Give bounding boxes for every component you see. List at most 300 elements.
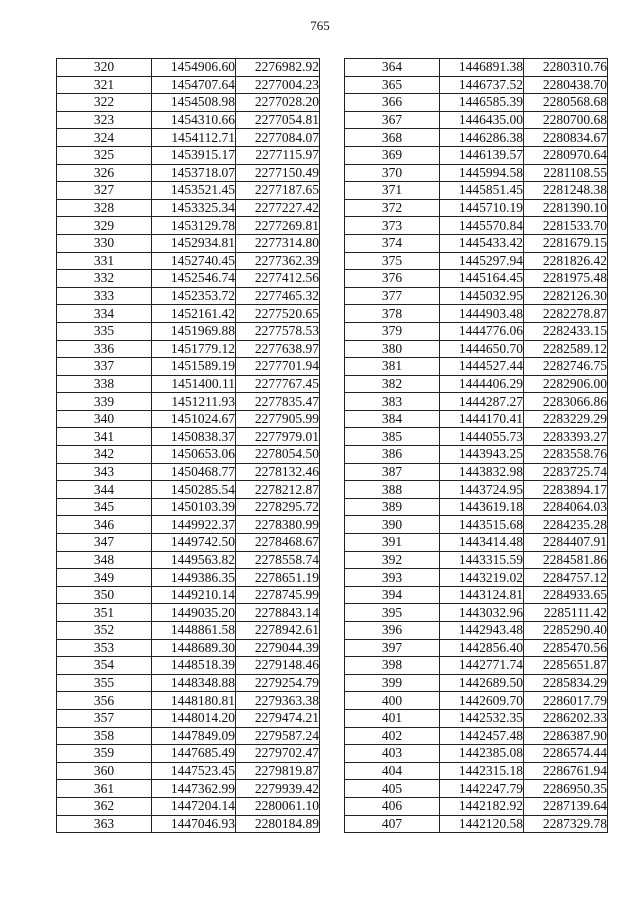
point-number-cell: 341 — [57, 428, 152, 446]
x-coordinate-cell: 1443414.48 — [440, 534, 524, 552]
table-row — [345, 551, 608, 569]
table-row — [345, 446, 608, 464]
table-row — [345, 674, 608, 692]
x-coordinate-cell: 1442120.58 — [440, 815, 524, 833]
point-number-cell: 390 — [345, 516, 440, 534]
point-number-cell: 340 — [57, 410, 152, 428]
table-row — [345, 129, 608, 147]
y-coordinate-cell: 2281826.42 — [524, 252, 608, 270]
y-coordinate-cell: 2287329.78 — [524, 815, 608, 833]
point-number-cell: 343 — [57, 463, 152, 481]
point-number-cell: 326 — [57, 164, 152, 182]
y-coordinate-cell: 2277187.65 — [236, 182, 320, 200]
point-number-cell: 364 — [345, 59, 440, 77]
point-number-cell: 401 — [345, 709, 440, 727]
y-coordinate-cell: 2277150.49 — [236, 164, 320, 182]
x-coordinate-cell: 1444287.27 — [440, 393, 524, 411]
point-number-cell: 352 — [57, 622, 152, 640]
point-number-cell: 339 — [57, 393, 152, 411]
x-coordinate-cell: 1443943.25 — [440, 446, 524, 464]
point-number-cell: 333 — [57, 287, 152, 305]
table-row — [345, 287, 608, 305]
point-number-cell: 344 — [57, 481, 152, 499]
point-number-cell: 370 — [345, 164, 440, 182]
table-row — [345, 586, 608, 604]
table-row — [345, 305, 608, 323]
x-coordinate-cell: 1452740.45 — [152, 252, 236, 270]
point-number-cell: 386 — [345, 446, 440, 464]
table-row — [345, 393, 608, 411]
x-coordinate-cell: 1445710.19 — [440, 199, 524, 217]
table-row — [345, 94, 608, 112]
x-coordinate-cell: 1452546.74 — [152, 270, 236, 288]
table-row — [57, 428, 320, 446]
x-coordinate-cell: 1443315.59 — [440, 551, 524, 569]
point-number-cell: 321 — [57, 76, 152, 94]
y-coordinate-cell: 2277084.07 — [236, 129, 320, 147]
y-coordinate-cell: 2282746.75 — [524, 358, 608, 376]
x-coordinate-cell: 1443219.02 — [440, 569, 524, 587]
x-coordinate-cell: 1453521.45 — [152, 182, 236, 200]
y-coordinate-cell: 2278468.67 — [236, 534, 320, 552]
point-number-cell: 355 — [57, 674, 152, 692]
y-coordinate-cell: 2279702.47 — [236, 745, 320, 763]
table-row — [345, 622, 608, 640]
point-number-cell: 387 — [345, 463, 440, 481]
point-number-cell: 362 — [57, 797, 152, 815]
x-coordinate-cell: 1442385.08 — [440, 745, 524, 763]
point-number-cell: 382 — [345, 375, 440, 393]
x-coordinate-cell: 1454310.66 — [152, 111, 236, 129]
y-coordinate-cell: 2278745.99 — [236, 586, 320, 604]
page-number: 765 — [310, 18, 330, 33]
table-row — [57, 322, 320, 340]
table-row — [345, 146, 608, 164]
point-number-cell: 402 — [345, 727, 440, 745]
x-coordinate-cell: 1445570.84 — [440, 217, 524, 235]
y-coordinate-cell: 2279819.87 — [236, 762, 320, 780]
x-coordinate-cell: 1448348.88 — [152, 674, 236, 692]
y-coordinate-cell: 2284064.03 — [524, 498, 608, 516]
x-coordinate-cell: 1448180.81 — [152, 692, 236, 710]
y-coordinate-cell: 2286574.44 — [524, 745, 608, 763]
point-number-cell: 337 — [57, 358, 152, 376]
point-number-cell: 396 — [345, 622, 440, 640]
table-row — [345, 516, 608, 534]
x-coordinate-cell: 1448861.58 — [152, 622, 236, 640]
y-coordinate-cell: 2285834.29 — [524, 674, 608, 692]
table-row — [345, 111, 608, 129]
table-row — [345, 604, 608, 622]
y-coordinate-cell: 2279587.24 — [236, 727, 320, 745]
y-coordinate-cell: 2277638.97 — [236, 340, 320, 358]
point-number-cell: 325 — [57, 146, 152, 164]
point-number-cell: 348 — [57, 551, 152, 569]
table-row — [345, 234, 608, 252]
x-coordinate-cell: 1446585.39 — [440, 94, 524, 112]
point-number-cell: 373 — [345, 217, 440, 235]
x-coordinate-cell: 1452934.81 — [152, 234, 236, 252]
point-number-cell: 393 — [345, 569, 440, 587]
point-number-cell: 357 — [57, 709, 152, 727]
x-coordinate-cell: 1449563.82 — [152, 551, 236, 569]
y-coordinate-cell: 2280184.89 — [236, 815, 320, 833]
y-coordinate-cell: 2282126.30 — [524, 287, 608, 305]
y-coordinate-cell: 2278212.87 — [236, 481, 320, 499]
x-coordinate-cell: 1449386.35 — [152, 569, 236, 587]
x-coordinate-cell: 1443032.96 — [440, 604, 524, 622]
y-coordinate-cell: 2277465.32 — [236, 287, 320, 305]
point-number-cell: 384 — [345, 410, 440, 428]
point-number-cell: 359 — [57, 745, 152, 763]
point-number-cell: 345 — [57, 498, 152, 516]
x-coordinate-cell: 1454906.60 — [152, 59, 236, 77]
point-number-cell: 327 — [57, 182, 152, 200]
x-coordinate-cell: 1447204.14 — [152, 797, 236, 815]
point-number-cell: 334 — [57, 305, 152, 323]
point-number-cell: 330 — [57, 234, 152, 252]
x-coordinate-cell: 1454508.98 — [152, 94, 236, 112]
x-coordinate-cell: 1444055.73 — [440, 428, 524, 446]
x-coordinate-cell: 1444170.41 — [440, 410, 524, 428]
y-coordinate-cell: 2278942.61 — [236, 622, 320, 640]
table-row — [57, 463, 320, 481]
x-coordinate-cell: 1448014.20 — [152, 709, 236, 727]
point-number-cell: 360 — [57, 762, 152, 780]
table-row — [57, 551, 320, 569]
y-coordinate-cell: 2285470.56 — [524, 639, 608, 657]
point-number-cell: 346 — [57, 516, 152, 534]
point-number-cell: 353 — [57, 639, 152, 657]
y-coordinate-cell: 2281679.15 — [524, 234, 608, 252]
table-row — [57, 305, 320, 323]
y-coordinate-cell: 2277054.81 — [236, 111, 320, 129]
y-coordinate-cell: 2283229.29 — [524, 410, 608, 428]
y-coordinate-cell: 2278295.72 — [236, 498, 320, 516]
x-coordinate-cell: 1450653.06 — [152, 446, 236, 464]
x-coordinate-cell: 1442609.70 — [440, 692, 524, 710]
y-coordinate-cell: 2285651.87 — [524, 657, 608, 675]
coordinates-table-right-body — [345, 59, 608, 833]
point-number-cell: 349 — [57, 569, 152, 587]
table-row — [345, 59, 608, 77]
table-row — [57, 709, 320, 727]
point-number-cell: 399 — [345, 674, 440, 692]
y-coordinate-cell: 2277979.01 — [236, 428, 320, 446]
table-row — [57, 94, 320, 112]
point-number-cell: 398 — [345, 657, 440, 675]
x-coordinate-cell: 1444527.44 — [440, 358, 524, 376]
x-coordinate-cell: 1450838.37 — [152, 428, 236, 446]
y-coordinate-cell: 2283393.27 — [524, 428, 608, 446]
x-coordinate-cell: 1451779.12 — [152, 340, 236, 358]
table-row — [57, 111, 320, 129]
y-coordinate-cell: 2280700.68 — [524, 111, 608, 129]
table-row — [345, 375, 608, 393]
x-coordinate-cell: 1449035.20 — [152, 604, 236, 622]
x-coordinate-cell: 1453325.34 — [152, 199, 236, 217]
y-coordinate-cell: 2277412.56 — [236, 270, 320, 288]
y-coordinate-cell: 2277004.23 — [236, 76, 320, 94]
x-coordinate-cell: 1449210.14 — [152, 586, 236, 604]
y-coordinate-cell: 2283725.74 — [524, 463, 608, 481]
point-number-cell: 400 — [345, 692, 440, 710]
table-row — [57, 727, 320, 745]
x-coordinate-cell: 1451969.88 — [152, 322, 236, 340]
x-coordinate-cell: 1442315.18 — [440, 762, 524, 780]
x-coordinate-cell: 1447849.09 — [152, 727, 236, 745]
y-coordinate-cell: 2278054.50 — [236, 446, 320, 464]
y-coordinate-cell: 2277028.20 — [236, 94, 320, 112]
table-row — [345, 745, 608, 763]
y-coordinate-cell: 2278651.19 — [236, 569, 320, 587]
y-coordinate-cell: 2281390.10 — [524, 199, 608, 217]
y-coordinate-cell: 2282433.15 — [524, 322, 608, 340]
x-coordinate-cell: 1447046.93 — [152, 815, 236, 833]
table-row — [345, 428, 608, 446]
x-coordinate-cell: 1442182.92 — [440, 797, 524, 815]
y-coordinate-cell: 2280834.67 — [524, 129, 608, 147]
table-row — [57, 762, 320, 780]
point-number-cell: 372 — [345, 199, 440, 217]
point-number-cell: 407 — [345, 815, 440, 833]
y-coordinate-cell: 2280568.68 — [524, 94, 608, 112]
point-number-cell: 379 — [345, 322, 440, 340]
y-coordinate-cell: 2284933.65 — [524, 586, 608, 604]
point-number-cell: 388 — [345, 481, 440, 499]
point-number-cell: 328 — [57, 199, 152, 217]
x-coordinate-cell: 1446286.38 — [440, 129, 524, 147]
table-row — [57, 780, 320, 798]
x-coordinate-cell: 1448518.39 — [152, 657, 236, 675]
y-coordinate-cell: 2280061.10 — [236, 797, 320, 815]
x-coordinate-cell: 1442247.79 — [440, 780, 524, 798]
y-coordinate-cell: 2284581.86 — [524, 551, 608, 569]
table-row — [345, 217, 608, 235]
x-coordinate-cell: 1443619.18 — [440, 498, 524, 516]
point-number-cell: 351 — [57, 604, 152, 622]
point-number-cell: 342 — [57, 446, 152, 464]
x-coordinate-cell: 1444406.29 — [440, 375, 524, 393]
table-row — [57, 498, 320, 516]
table-row — [57, 375, 320, 393]
x-coordinate-cell: 1450285.54 — [152, 481, 236, 499]
y-coordinate-cell: 2283558.76 — [524, 446, 608, 464]
coordinates-table-right — [344, 58, 608, 833]
table-row — [57, 76, 320, 94]
table-row — [345, 498, 608, 516]
table-row — [57, 410, 320, 428]
point-number-cell: 347 — [57, 534, 152, 552]
point-number-cell: 324 — [57, 129, 152, 147]
x-coordinate-cell: 1450468.77 — [152, 463, 236, 481]
y-coordinate-cell: 2286017.79 — [524, 692, 608, 710]
table-row — [345, 797, 608, 815]
table-row — [57, 217, 320, 235]
y-coordinate-cell: 2277520.65 — [236, 305, 320, 323]
table-row — [57, 516, 320, 534]
y-coordinate-cell: 2281108.55 — [524, 164, 608, 182]
table-row — [57, 340, 320, 358]
table-row — [345, 639, 608, 657]
table-row — [345, 780, 608, 798]
x-coordinate-cell: 1451211.93 — [152, 393, 236, 411]
point-number-cell: 383 — [345, 393, 440, 411]
point-number-cell: 329 — [57, 217, 152, 235]
y-coordinate-cell: 2281248.38 — [524, 182, 608, 200]
y-coordinate-cell: 2277269.81 — [236, 217, 320, 235]
table-row — [57, 815, 320, 833]
x-coordinate-cell: 1445032.95 — [440, 287, 524, 305]
coordinates-table-left-body — [57, 59, 320, 833]
point-number-cell: 389 — [345, 498, 440, 516]
point-number-cell: 374 — [345, 234, 440, 252]
x-coordinate-cell: 1449922.37 — [152, 516, 236, 534]
point-number-cell: 366 — [345, 94, 440, 112]
point-number-cell: 335 — [57, 322, 152, 340]
x-coordinate-cell: 1443515.68 — [440, 516, 524, 534]
table-row — [57, 639, 320, 657]
x-coordinate-cell: 1444650.70 — [440, 340, 524, 358]
x-coordinate-cell: 1444776.06 — [440, 322, 524, 340]
y-coordinate-cell: 2278380.99 — [236, 516, 320, 534]
point-number-cell: 368 — [345, 129, 440, 147]
y-coordinate-cell: 2283894.17 — [524, 481, 608, 499]
point-number-cell: 375 — [345, 252, 440, 270]
y-coordinate-cell: 2282278.87 — [524, 305, 608, 323]
y-coordinate-cell: 2279254.79 — [236, 674, 320, 692]
table-row — [57, 129, 320, 147]
point-number-cell: 397 — [345, 639, 440, 657]
x-coordinate-cell: 1447523.45 — [152, 762, 236, 780]
table-row — [345, 76, 608, 94]
point-number-cell: 350 — [57, 586, 152, 604]
point-number-cell: 403 — [345, 745, 440, 763]
table-row — [345, 358, 608, 376]
x-coordinate-cell: 1442689.50 — [440, 674, 524, 692]
table-row — [57, 59, 320, 77]
point-number-cell: 385 — [345, 428, 440, 446]
x-coordinate-cell: 1447685.49 — [152, 745, 236, 763]
y-coordinate-cell: 2279044.39 — [236, 639, 320, 657]
table-row — [57, 146, 320, 164]
y-coordinate-cell: 2278843.14 — [236, 604, 320, 622]
point-number-cell: 358 — [57, 727, 152, 745]
x-coordinate-cell: 1442457.48 — [440, 727, 524, 745]
x-coordinate-cell: 1444903.48 — [440, 305, 524, 323]
x-coordinate-cell: 1450103.39 — [152, 498, 236, 516]
table-row — [57, 534, 320, 552]
table-row — [345, 340, 608, 358]
x-coordinate-cell: 1445297.94 — [440, 252, 524, 270]
table-row — [57, 674, 320, 692]
table-row — [345, 481, 608, 499]
point-number-cell: 371 — [345, 182, 440, 200]
x-coordinate-cell: 1442856.40 — [440, 639, 524, 657]
y-coordinate-cell: 2286950.35 — [524, 780, 608, 798]
point-number-cell: 354 — [57, 657, 152, 675]
table-row — [57, 692, 320, 710]
table-row — [57, 797, 320, 815]
table-row — [345, 322, 608, 340]
point-number-cell: 323 — [57, 111, 152, 129]
x-coordinate-cell: 1446435.00 — [440, 111, 524, 129]
y-coordinate-cell: 2277767.45 — [236, 375, 320, 393]
table-row — [345, 463, 608, 481]
x-coordinate-cell: 1445164.45 — [440, 270, 524, 288]
x-coordinate-cell: 1451024.67 — [152, 410, 236, 428]
point-number-cell: 336 — [57, 340, 152, 358]
y-coordinate-cell: 2277905.99 — [236, 410, 320, 428]
x-coordinate-cell: 1446891.38 — [440, 59, 524, 77]
x-coordinate-cell: 1446737.52 — [440, 76, 524, 94]
y-coordinate-cell: 2285111.42 — [524, 604, 608, 622]
point-number-cell: 392 — [345, 551, 440, 569]
x-coordinate-cell: 1448689.30 — [152, 639, 236, 657]
y-coordinate-cell: 2280310.76 — [524, 59, 608, 77]
y-coordinate-cell: 2277578.53 — [236, 322, 320, 340]
point-number-cell: 376 — [345, 270, 440, 288]
y-coordinate-cell: 2282589.12 — [524, 340, 608, 358]
y-coordinate-cell: 2281975.48 — [524, 270, 608, 288]
table-row — [57, 569, 320, 587]
point-number-cell: 356 — [57, 692, 152, 710]
x-coordinate-cell: 1445994.58 — [440, 164, 524, 182]
table-row — [345, 164, 608, 182]
x-coordinate-cell: 1442532.35 — [440, 709, 524, 727]
table-row — [345, 534, 608, 552]
y-coordinate-cell: 2279939.42 — [236, 780, 320, 798]
y-coordinate-cell: 2277835.47 — [236, 393, 320, 411]
x-coordinate-cell: 1443124.81 — [440, 586, 524, 604]
y-coordinate-cell: 2284235.28 — [524, 516, 608, 534]
y-coordinate-cell: 2281533.70 — [524, 217, 608, 235]
table-row — [345, 657, 608, 675]
x-coordinate-cell: 1442943.48 — [440, 622, 524, 640]
table-row — [57, 586, 320, 604]
x-coordinate-cell: 1445433.42 — [440, 234, 524, 252]
y-coordinate-cell: 2284757.12 — [524, 569, 608, 587]
y-coordinate-cell: 2277362.39 — [236, 252, 320, 270]
table-row — [57, 622, 320, 640]
y-coordinate-cell: 2279148.46 — [236, 657, 320, 675]
x-coordinate-cell: 1443724.95 — [440, 481, 524, 499]
table-row — [345, 199, 608, 217]
point-number-cell: 320 — [57, 59, 152, 77]
y-coordinate-cell: 2278558.74 — [236, 551, 320, 569]
point-number-cell: 369 — [345, 146, 440, 164]
point-number-cell: 395 — [345, 604, 440, 622]
x-coordinate-cell: 1454707.64 — [152, 76, 236, 94]
x-coordinate-cell: 1452161.42 — [152, 305, 236, 323]
coordinates-table-left — [56, 58, 320, 833]
point-number-cell: 365 — [345, 76, 440, 94]
x-coordinate-cell: 1451589.19 — [152, 358, 236, 376]
point-number-cell: 363 — [57, 815, 152, 833]
y-coordinate-cell: 2279474.21 — [236, 709, 320, 727]
y-coordinate-cell: 2278132.46 — [236, 463, 320, 481]
point-number-cell: 394 — [345, 586, 440, 604]
x-coordinate-cell: 1446139.57 — [440, 146, 524, 164]
x-coordinate-cell: 1445851.45 — [440, 182, 524, 200]
table-row — [345, 727, 608, 745]
point-number-cell: 367 — [345, 111, 440, 129]
y-coordinate-cell: 2277227.42 — [236, 199, 320, 217]
y-coordinate-cell: 2282906.00 — [524, 375, 608, 393]
x-coordinate-cell: 1452353.72 — [152, 287, 236, 305]
x-coordinate-cell: 1443832.98 — [440, 463, 524, 481]
x-coordinate-cell: 1453915.17 — [152, 146, 236, 164]
